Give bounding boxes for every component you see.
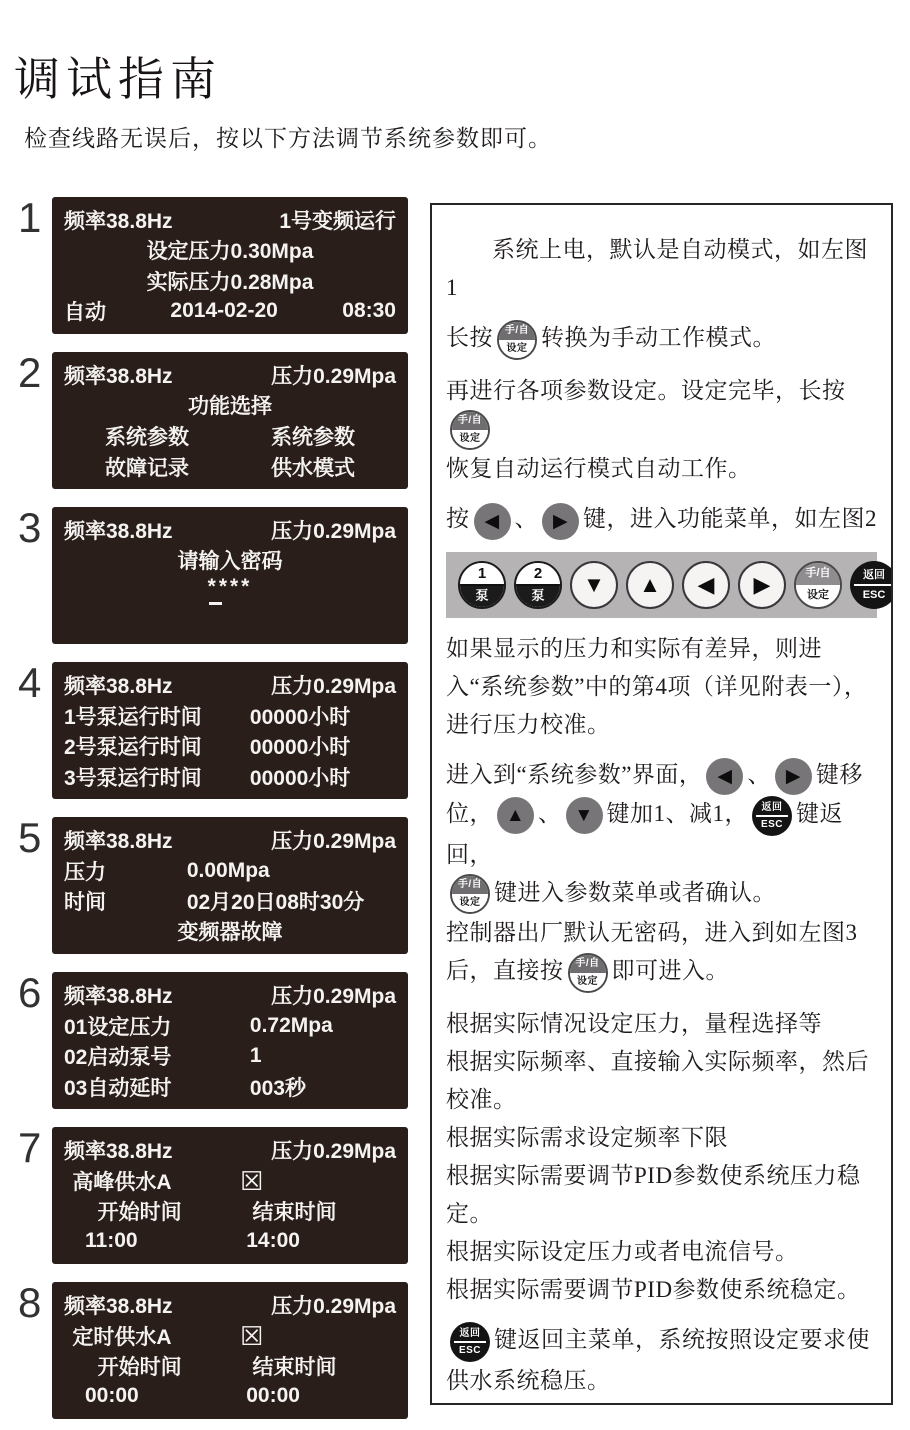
paragraph-text: 位， [446, 800, 493, 826]
lcd-screen [52, 352, 408, 489]
screen-text: 频率38.8Hz [64, 674, 173, 698]
esc-button-icon: 返回 ESC [752, 796, 792, 836]
lcd-screen [52, 197, 408, 334]
screen-text: 02月20日08时30分 [186, 891, 365, 915]
screen-line [64, 856, 396, 885]
screen-text: 频率38.8Hz [64, 519, 173, 543]
left-arrow-icon: ◀ [706, 758, 743, 795]
screen-text: **** [208, 576, 253, 605]
screen-line [64, 762, 396, 791]
right-arrow-icon: ▶ [738, 561, 786, 609]
paragraph-text: 、 [538, 800, 562, 826]
paragraph-text: 后，直接按 [446, 958, 564, 984]
screen-block [18, 1279, 408, 1419]
intro-text: 检查线路无误后，按以下方法调节系统参数即可。 [24, 126, 552, 151]
screen-number: 8 [18, 1279, 42, 1326]
paragraph-text: 根据实际频率、直接输入实际频率，然后校准。 [446, 1049, 869, 1113]
screen-line [64, 1382, 396, 1411]
paragraph-text: 控制器出厂默认无密码，进入到如左图3 [446, 920, 858, 946]
paragraph-text: 键返回主菜单，系统按照设定要求使供水系统稳压。 [446, 1327, 870, 1393]
lcd-screen [52, 1282, 408, 1419]
mode-button-icon: 手/自 设定 [450, 874, 490, 914]
screen-line [64, 1196, 396, 1225]
paragraph [446, 1321, 877, 1400]
paragraph-text: 键加1、减1， [606, 800, 748, 826]
screen-text: 08:30 [342, 299, 396, 323]
paragraph-text: 再进行各项参数设定。设定完毕，长按 [446, 377, 846, 403]
screen-block [18, 194, 408, 334]
right-arrow-icon: ▶ [542, 503, 579, 540]
screen-text: 压力0.29Mpa [271, 674, 396, 698]
screen-number: 4 [18, 659, 42, 706]
screen-line [64, 1072, 396, 1101]
paragraph-text: 如果显示的压力和实际有差异，则进入“系统参数”中的第4项（详见附表一），进行压力校准。 [446, 635, 868, 737]
paragraph-text: 进入到“系统参数”界面， [446, 761, 703, 787]
screen-line [64, 205, 396, 234]
screen-text: 高峰供水A [72, 1170, 172, 1194]
screen-line [64, 607, 396, 636]
lcd-screen [52, 1127, 408, 1264]
screen-line [64, 731, 396, 760]
paragraph-text: 按 [446, 506, 470, 532]
screen-line [64, 266, 396, 295]
up-arrow-icon: ▲ [497, 797, 534, 834]
screen-block [18, 504, 408, 644]
screen-text: 定时供水A [72, 1325, 172, 1349]
screen-text: 开始时间 [97, 1356, 182, 1380]
screen-line [64, 1011, 396, 1040]
paragraph [446, 231, 877, 307]
paragraph-text: 键返回， [446, 800, 843, 867]
up-arrow-icon: ▲ [626, 561, 674, 609]
screen-block [18, 349, 408, 489]
screen-text: 003秒 [249, 1076, 306, 1100]
paragraph [446, 630, 877, 744]
screen-text: 02启动泵号 [64, 1046, 172, 1070]
screen-line [64, 576, 396, 605]
screen-block [18, 1124, 408, 1264]
screen-text: 压力0.29Mpa [271, 1294, 396, 1318]
screen-text: 系统参数 [105, 426, 189, 450]
paragraph-text: 键移 [815, 761, 863, 787]
down-arrow-icon: ▼ [570, 561, 618, 609]
paragraph-text: 根据实际需要调节PID参数使系统稳定。 [446, 1277, 861, 1303]
screen-line [64, 917, 396, 946]
screen-text: 结束时间 [252, 1201, 337, 1225]
paragraph [446, 1005, 877, 1309]
pump-1-button-icon: 1 泵 [458, 561, 506, 609]
screen-line [64, 980, 396, 1009]
screen-text: 00000小时 [249, 736, 351, 760]
paragraph-text: 、 [514, 506, 538, 532]
screen-line [64, 1321, 396, 1350]
screen-text: 频率38.8Hz [64, 829, 173, 853]
screen-text: 压力0.29Mpa [271, 829, 396, 853]
screen-text: ☒ [239, 1165, 264, 1196]
screen-line [64, 297, 396, 326]
screen-number: 7 [18, 1124, 42, 1171]
keypad-image [446, 552, 886, 618]
screen-text: 功能选择 [188, 395, 272, 419]
screen-text: 压力0.29Mpa [271, 364, 396, 388]
screen-text: 03自动延时 [64, 1076, 172, 1100]
screen-text: 00:00 [246, 1384, 300, 1408]
screen-line [64, 360, 396, 389]
screen-text: 故障记录 [105, 456, 189, 480]
screen-text: 01设定压力 [64, 1015, 172, 1039]
screen-line [64, 886, 396, 915]
screen-text: 2014-02-20 [170, 299, 278, 323]
screen-text: 00000小时 [249, 705, 351, 729]
esc-button-icon: 返回 ESC [850, 561, 893, 609]
screen-line [64, 236, 396, 265]
screen-line [64, 1041, 396, 1070]
lcd-screen [52, 507, 408, 644]
screen-text: 00:00 [85, 1384, 139, 1408]
screen-line [64, 1290, 396, 1319]
mode-button-icon: 手/自 设定 [568, 953, 608, 993]
screen-line [64, 452, 396, 481]
paragraph-text: 长按 [446, 325, 493, 350]
screen-text: 3号泵运行时间 [64, 766, 202, 790]
screen-text: 频率38.8Hz [64, 1294, 173, 1318]
screen-line [64, 825, 396, 854]
screen-line [64, 421, 396, 450]
screen-block [18, 814, 408, 954]
screen-text: 00000小时 [249, 766, 351, 790]
screen-text: 请输入密码 [177, 550, 283, 574]
paragraph-text: 系统上电，默认是自动模式，如左图 [492, 237, 868, 262]
screen-text: 1号泵运行时间 [64, 705, 202, 729]
screen-text: 0.72Mpa [249, 1013, 333, 1037]
right-arrow-icon: ▶ [775, 758, 812, 795]
mode-button-icon: 手/自 设定 [794, 561, 842, 609]
lcd-screen [52, 817, 408, 954]
paragraph [446, 372, 877, 489]
screen-text: 压力 [64, 860, 106, 884]
down-arrow-icon: ▼ [566, 797, 603, 834]
paragraph-text: 1 [446, 275, 458, 300]
screen-line [64, 515, 396, 544]
screen-text: 0.00Mpa [186, 858, 270, 882]
screen-line [64, 1166, 396, 1195]
mode-button-icon: 手/自 设定 [497, 320, 537, 360]
screen-number: 1 [18, 194, 42, 241]
lcd-screen [52, 972, 408, 1109]
pump-2-button-icon: 2 泵 [514, 561, 562, 609]
paragraph [446, 319, 877, 360]
screen-text: 压力0.29Mpa [271, 1139, 396, 1163]
screen-text: 压力0.29Mpa [271, 519, 396, 543]
paragraph-text: 根据实际设定压力或者电流信号。 [446, 1239, 799, 1265]
screen-text: 频率38.8Hz [64, 1139, 173, 1163]
screen-block [18, 659, 408, 799]
screen-line [64, 1227, 396, 1256]
lcd-screen [52, 662, 408, 799]
paragraph-text: 键进入参数菜单或者确认。 [494, 879, 776, 905]
paragraph [446, 500, 877, 539]
screen-number: 5 [18, 814, 42, 861]
instructions-panel [430, 203, 893, 1405]
esc-button-icon: 返回 ESC [450, 1322, 490, 1362]
screens-list [18, 194, 408, 1419]
panel-content [446, 231, 886, 1400]
screen-line [64, 670, 396, 699]
screen-text: 时间 [64, 891, 106, 915]
screen-text: 系统参数 [271, 426, 355, 450]
screen-text: 结束时间 [252, 1356, 337, 1380]
screen-text: 自动 [64, 301, 106, 325]
screen-text: 设定压力0.30Mpa [146, 240, 314, 264]
page-title: 调试指南 [14, 53, 222, 105]
screen-text: 频率38.8Hz [64, 209, 173, 233]
screen-number: 3 [18, 504, 42, 551]
screen-text: 频率38.8Hz [64, 984, 173, 1008]
screen-text: 变频器故障 [177, 921, 283, 945]
paragraph-text: 键，进入功能菜单，如左图2 [583, 506, 877, 532]
screen-text: 2号泵运行时间 [64, 736, 202, 760]
screen-block [18, 969, 408, 1109]
paragraph-text: 根据实际需求设定频率下限 [446, 1125, 728, 1151]
screen-text: 14:00 [246, 1229, 300, 1253]
screen-line [64, 1351, 396, 1380]
screen-number: 2 [18, 349, 42, 396]
paragraph-text: 即可进入。 [611, 958, 729, 984]
screen-text: ☒ [239, 1320, 264, 1351]
paragraph [446, 756, 877, 993]
screen-line [64, 1135, 396, 1164]
screen-text: 供水模式 [271, 456, 355, 480]
mode-button-icon: 手/自 设定 [450, 410, 490, 450]
screen-text: 1号变频运行 [279, 209, 396, 233]
left-arrow-icon: ◀ [474, 503, 511, 540]
screen-text: 实际压力0.28Mpa [146, 270, 314, 294]
paragraph-text: 根据实际情况设定压力，量程选择等 [446, 1011, 822, 1037]
screen-line [64, 391, 396, 420]
paragraph-text: 转换为手动工作模式。 [541, 325, 776, 350]
screen-text: 11:00 [85, 1229, 138, 1253]
screen-text: 开始时间 [97, 1201, 182, 1225]
paragraph-text: 、 [747, 761, 771, 787]
paragraph-text: 恢复自动运行模式自动工作。 [446, 456, 752, 482]
screen-text: 频率38.8Hz [64, 364, 173, 388]
screen-text: 压力0.29Mpa [271, 984, 396, 1008]
screen-number: 6 [18, 969, 42, 1016]
screen-text: 1 [249, 1044, 262, 1068]
screen-line [64, 701, 396, 730]
paragraph-text: 根据实际需要调节PID参数使系统压力稳定。 [446, 1163, 861, 1227]
left-arrow-icon: ◀ [682, 561, 730, 609]
screen-line [64, 546, 396, 575]
